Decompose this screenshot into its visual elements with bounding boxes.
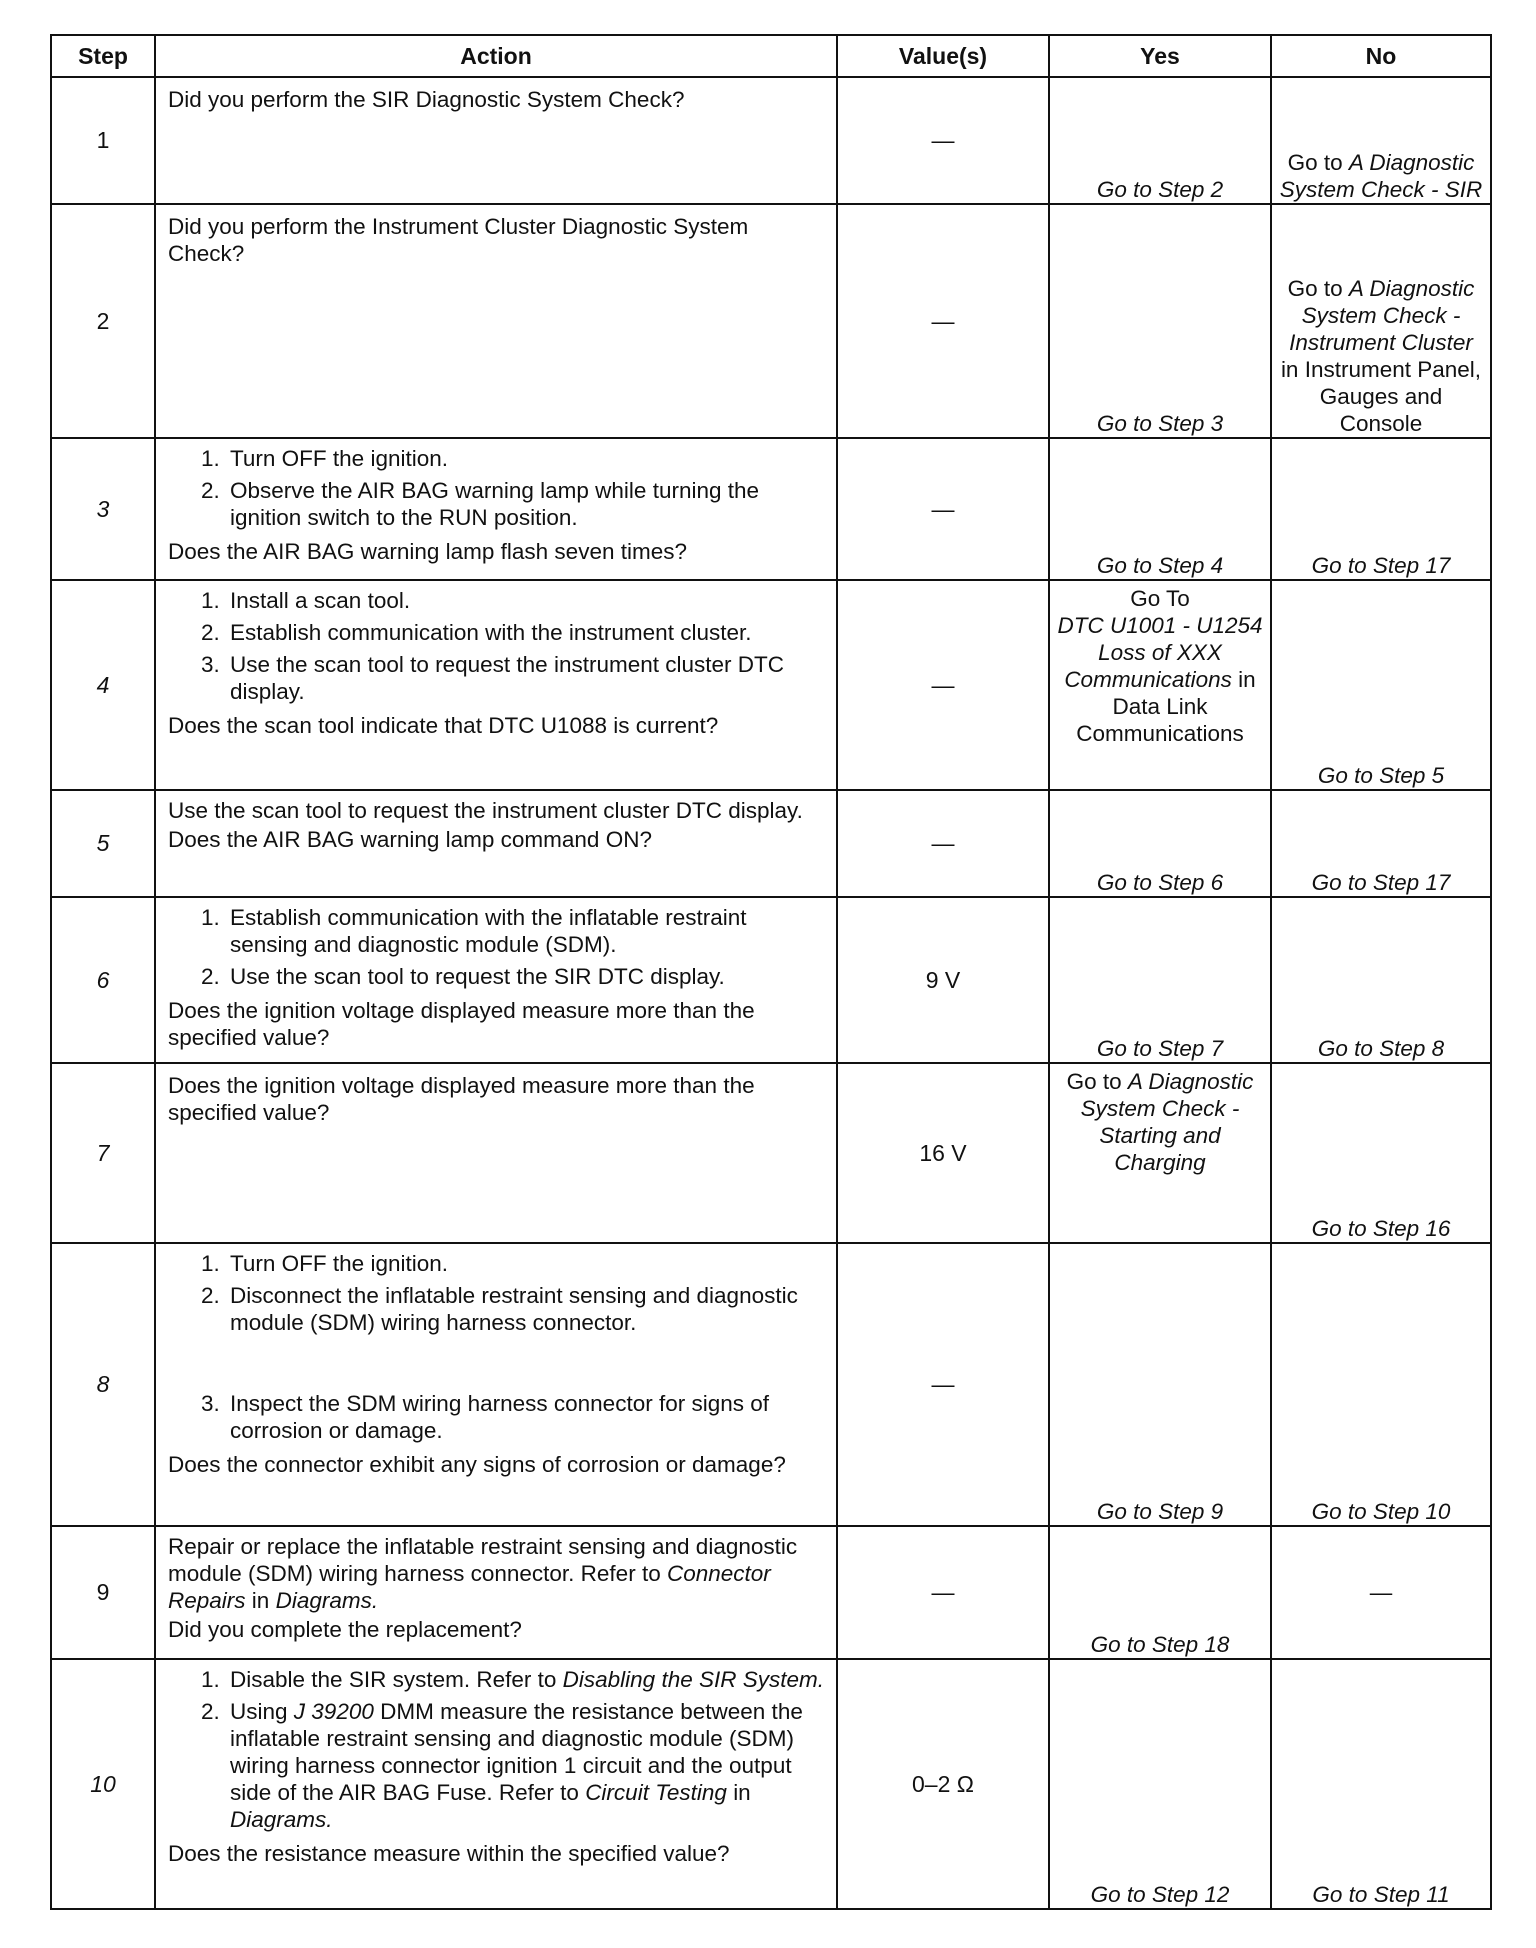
list-item: 3. Inspect the SDM wiring harness connector for signs of corrosion or damage. — [226, 1390, 828, 1444]
yes-cell: Go to Step 9 — [1049, 1243, 1271, 1526]
action-cell — [155, 790, 837, 897]
action-text-b: in — [251, 1588, 270, 1613]
action-cell — [155, 1063, 837, 1243]
value-cell: 16 V — [837, 1063, 1049, 1243]
table-row — [51, 438, 1491, 580]
list-item-text: in — [733, 1780, 751, 1805]
value-cell: 9 V — [837, 897, 1049, 1063]
list-item: 2. Observe the AIR BAG warning lamp while turning the ignition switch to the RUN position. — [226, 477, 828, 531]
action-list — [168, 587, 828, 710]
yes-cell: Go to Step 3 — [1049, 204, 1271, 438]
action-text: Use the scan tool to request the instrument cluster DTC display. — [168, 798, 803, 823]
value-cell: — — [837, 1526, 1049, 1659]
no-cell — [1271, 204, 1491, 438]
table-row — [51, 1526, 1491, 1659]
action-list — [168, 1666, 828, 1838]
value-cell: — — [837, 580, 1049, 790]
header-step: Step — [51, 35, 155, 77]
list-item — [226, 1698, 828, 1833]
header-action: Action — [155, 35, 837, 77]
no-text: Go to — [1287, 276, 1343, 301]
header-no: No — [1271, 35, 1491, 77]
table-row — [51, 580, 1491, 790]
list-item: 2. Establish communication with the instrument cluster. — [226, 619, 828, 646]
list-item-text: Using — [230, 1699, 288, 1724]
header-row — [51, 35, 1491, 77]
step-number: 2 — [51, 204, 155, 438]
action-cell — [155, 204, 837, 438]
step-number: 9 — [51, 1526, 155, 1659]
question: Does the resistance measure within the specified value? — [168, 1841, 730, 1866]
reference-link: Diagrams. — [275, 1588, 379, 1613]
table-row — [51, 1659, 1491, 1909]
step-number: 1 — [51, 77, 155, 204]
list-item: 1. Establish communication with the inflatable restraint sensing and diagnostic module (SDM). — [226, 904, 828, 958]
table-row — [51, 204, 1491, 438]
no-cell: Go to Step 16 — [1271, 1063, 1491, 1243]
tool-reference: J 39200 — [293, 1699, 374, 1724]
step-number: 6 — [51, 897, 155, 1063]
list-item — [226, 1666, 828, 1693]
reference-link: Disabling the SIR System. — [562, 1667, 824, 1692]
action-cell — [155, 1659, 837, 1909]
value-cell: 0–2 Ω — [837, 1659, 1049, 1909]
reference-link: Circuit Testing — [585, 1780, 727, 1805]
action-cell — [155, 1243, 837, 1526]
no-cell: Go to Step 17 — [1271, 790, 1491, 897]
question: Does the AIR BAG warning lamp flash seven times? — [168, 539, 687, 564]
yes-cell: Go to Step 2 — [1049, 77, 1271, 204]
yes-cell: Go to Step 18 — [1049, 1526, 1271, 1659]
value-cell: — — [837, 77, 1049, 204]
step-number: 8 — [51, 1243, 155, 1526]
yes-link: DTC U1001 - U1254 Loss of XXX Communications — [1057, 613, 1263, 692]
list-item-text: DMM measure the resistance between the inflatable restraint sensing and diagnostic module (SDM) wiring harness connector ignition 1 circuit and the output side of the AIR BAG Fuse. Refer to — [230, 1699, 803, 1805]
no-link: A Diagnostic System Check - SIR — [1279, 150, 1483, 202]
table-row — [51, 897, 1491, 1063]
header-yes: Yes — [1049, 35, 1271, 77]
yes-cell: Go to Step 4 — [1049, 438, 1271, 580]
question: Does the AIR BAG warning lamp command ON? — [168, 827, 652, 852]
question: Did you perform the Instrument Cluster Diagnostic System Check? — [168, 214, 749, 266]
step-number: 10 — [51, 1659, 155, 1909]
question: Did you complete the replacement? — [168, 1617, 522, 1642]
action-text-a: Repair or replace the inflatable restraint sensing and diagnostic module (SDM) wiring harness connector. Refer to — [168, 1534, 798, 1586]
no-text-2: in Instrument Panel, Gauges and Console — [1280, 357, 1482, 436]
yes-cell — [1049, 1063, 1271, 1243]
yes-cell: Go to Step 7 — [1049, 897, 1271, 1063]
list-item: 2. Disconnect the inflatable restraint sensing and diagnostic module (SDM) wiring harness connector. — [226, 1282, 828, 1336]
value-cell: — — [837, 438, 1049, 580]
value-cell: — — [837, 1243, 1049, 1526]
step-number: 7 — [51, 1063, 155, 1243]
step-number: 3 — [51, 438, 155, 580]
action-cell — [155, 897, 837, 1063]
list-item: 2. Use the scan tool to request the SIR DTC display. — [226, 963, 828, 990]
action-list — [168, 1250, 828, 1449]
no-cell: — — [1271, 1526, 1491, 1659]
question: Did you perform the SIR Diagnostic System Check? — [168, 87, 685, 112]
question: Does the ignition voltage displayed measure more than the specified value? — [168, 998, 755, 1050]
action-list — [168, 904, 828, 995]
table-row — [51, 1243, 1491, 1526]
action-cell — [155, 580, 837, 790]
yes-text: Go To — [1130, 586, 1190, 611]
value-cell: — — [837, 790, 1049, 897]
header-values: Value(s) — [837, 35, 1049, 77]
no-text: Go to — [1287, 150, 1343, 175]
no-link: A Diagnostic System Check - Instrument Cluster — [1289, 276, 1475, 355]
diagnostic-table — [50, 34, 1492, 1910]
action-cell — [155, 1526, 837, 1659]
reference-link: Connector Repairs — [168, 1561, 771, 1613]
question: Does the ignition voltage displayed measure more than the specified value? — [168, 1073, 755, 1125]
no-cell — [1271, 77, 1491, 204]
reference-link: Diagrams. — [230, 1807, 333, 1832]
list-item: 1. Turn OFF the ignition. — [226, 445, 828, 472]
step-number: 4 — [51, 580, 155, 790]
no-cell: Go to Step 8 — [1271, 897, 1491, 1063]
question: Does the connector exhibit any signs of corrosion or damage? — [168, 1452, 786, 1477]
yes-cell — [1049, 580, 1271, 790]
list-item: 3. Use the scan tool to request the instrument cluster DTC display. — [226, 651, 828, 705]
list-item-text: Disable the SIR system. Refer to — [230, 1667, 557, 1692]
list-item: 1. Install a scan tool. — [226, 587, 828, 614]
table-row — [51, 77, 1491, 204]
yes-text-2: in Data Link Communications — [1076, 667, 1256, 746]
step-number: 5 — [51, 790, 155, 897]
no-cell: Go to Step 10 — [1271, 1243, 1491, 1526]
question: Does the scan tool indicate that DTC U1088 is current? — [168, 713, 719, 738]
no-cell: Go to Step 5 — [1271, 580, 1491, 790]
action-cell — [155, 438, 837, 580]
value-cell: — — [837, 204, 1049, 438]
no-cell: Go to Step 17 — [1271, 438, 1491, 580]
action-list — [168, 445, 828, 536]
table-row — [51, 1063, 1491, 1243]
yes-text: Go to — [1066, 1069, 1122, 1094]
table-row — [51, 790, 1491, 897]
yes-cell: Go to Step 12 — [1049, 1659, 1271, 1909]
no-cell: Go to Step 11 — [1271, 1659, 1491, 1909]
action-text — [168, 1533, 828, 1614]
yes-link: A Diagnostic System Check - Starting and Charging — [1080, 1069, 1254, 1175]
yes-cell: Go to Step 6 — [1049, 790, 1271, 897]
action-cell — [155, 77, 837, 204]
list-item: 1. Turn OFF the ignition. — [226, 1250, 828, 1277]
